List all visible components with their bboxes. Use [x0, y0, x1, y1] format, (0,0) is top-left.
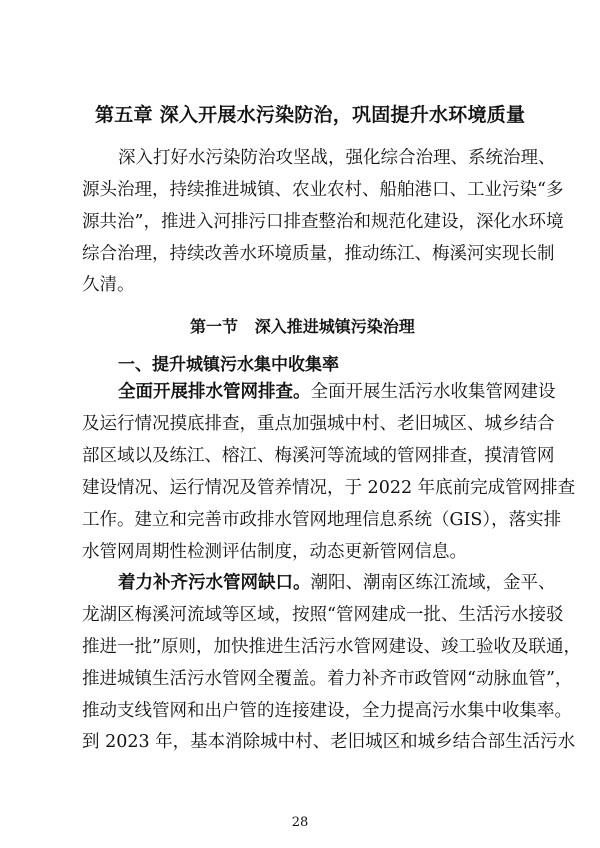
paragraph-line: 推动支线管网和出户管的连接建设，全力提高污水集中收集率。: [82, 701, 572, 721]
paragraph-lead: 全面开展排水管网排查。: [118, 382, 311, 402]
page-number: 28: [291, 815, 309, 830]
paragraph-line: 及运行情况摸底排查，重点加强城中村、老旧城区、城乡结合: [82, 414, 555, 434]
paragraph-line: 源头治理，持续推进城镇、农业农村、船舶港口、工业污染“多: [82, 180, 564, 200]
paragraph-line: 久清。: [82, 275, 135, 295]
paragraph-line: 综合治理，持续改善水环境质量，推动练江、梅溪河实现长制: [82, 244, 555, 264]
paragraph-line: 源共治”，推进入河排污口排查整治和规范化建设，深化水环境: [82, 212, 564, 232]
paragraph-line: 到 2023 年，基本消除城中村、老旧城区和城乡结合部生活污水: [82, 732, 576, 752]
paragraph-line: 推进一批”原则，加快推进生活污水管网建设、竣工验收及联通，: [82, 637, 581, 657]
section-title: 第一节 深入推进城镇污染治理: [190, 317, 415, 336]
paragraph-line: 建设情况、运行情况及管养情况，于 2022 年底前完成管网排查: [82, 478, 576, 498]
paragraph-line: 部区域以及练江、榕江、梅溪河等流域的管网排查，摸清管网: [82, 446, 555, 466]
chapter-title: 第五章 深入开展水污染防治，巩固提升水环境质量: [95, 104, 525, 126]
paragraph-line: 水管网周期性检测评估制度，动态更新管网信息。: [82, 542, 467, 562]
paragraph-line: [118, 381, 556, 403]
paragraph-line: [118, 572, 556, 594]
paragraph-text: 全面开展生活污水收集管网建设: [310, 382, 556, 402]
paragraph-text: 潮阳、潮南区练江流域，金平、: [310, 573, 556, 593]
subsection-title: 一、提升城镇污水集中收集率: [118, 355, 339, 375]
paragraph-lead: 着力补齐污水管网缺口。: [118, 573, 311, 593]
paragraph-line: 工作。建立和完善市政排水管网地理信息系统（GIS），落实排: [82, 510, 562, 530]
paragraph-line: 深入打好水污染防治攻坚战，强化综合治理、系统治理、: [118, 148, 556, 168]
paragraph-line: 推进城镇生活污水管网全覆盖。着力补齐市政管网“动脉血管”，: [82, 669, 573, 689]
paragraph-line: 龙湖区梅溪河流域等区域，按照“管网建成一批、生活污水接驳: [82, 605, 564, 625]
